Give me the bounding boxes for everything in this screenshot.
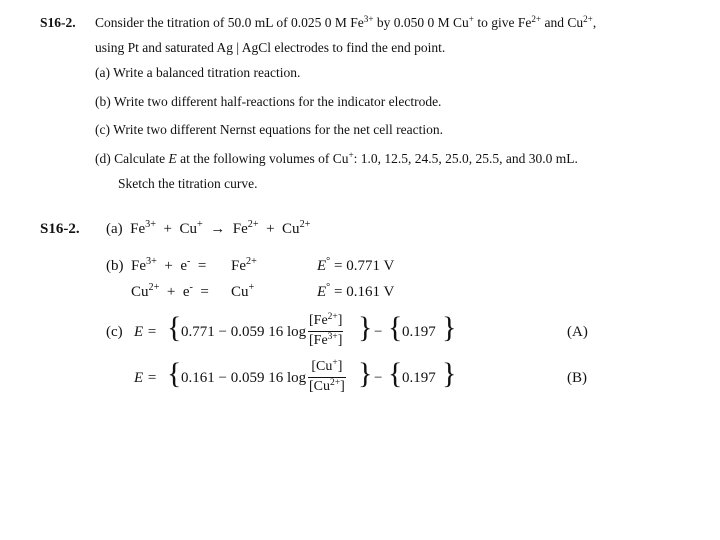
problem-text: : 1.0, 12.5, 24.5, 25.0, 25.5, and 30.0 mL. [353, 151, 578, 166]
variable-e: E [168, 151, 177, 166]
problem-line-2: using Pt and saturated Ag | AgCl electrodes to find the end point. [95, 40, 446, 55]
concentration-ratio-b [308, 358, 346, 397]
solution-part-b-label: (b) [106, 258, 124, 274]
species: Fe [231, 258, 246, 274]
concentration-ratio-a [308, 312, 343, 351]
plus-sign: + [266, 221, 275, 237]
superscript: 2+ [531, 13, 542, 24]
reaction-arrow: → [210, 221, 226, 237]
electron: e [182, 284, 190, 300]
plus-sign: + [164, 258, 173, 274]
superscript: ° [326, 256, 331, 268]
species: Cu [179, 221, 197, 237]
minus-sign: − [374, 324, 383, 340]
species: [Fe [309, 333, 328, 348]
problem-text: to give Fe [473, 15, 532, 30]
problem-text: and Cu [541, 15, 584, 30]
nernst-lhs-a: E = [134, 324, 158, 340]
species: [Cu [311, 359, 333, 374]
equation-tag-a: (A) [567, 324, 588, 340]
nernst-lhs-b: E = [134, 370, 158, 386]
problem-part-d-line-2: Sketch the titration curve. [118, 176, 258, 191]
reference-potential-b: 0.197 [402, 370, 436, 386]
superscript: 2+ [299, 219, 311, 231]
open-brace: { [388, 357, 403, 390]
potential-value: = 0.161 V [334, 284, 395, 300]
problem-text: at the following volumes of Cu [176, 151, 349, 166]
problem-text: Consider the titration of 50.0 mL of 0.025 0 M Fe [95, 15, 364, 30]
species: Cu [131, 284, 149, 300]
species: Cu [231, 284, 249, 300]
superscript: 2+ [327, 311, 338, 322]
superscript: + [196, 219, 203, 231]
half-reaction-1-product [231, 258, 257, 275]
variable-e: E [317, 284, 327, 300]
superscript: + [248, 282, 255, 294]
ratio-denominator [308, 332, 343, 351]
solution-part-a [106, 221, 310, 238]
species: Fe [130, 221, 146, 237]
problem-number: S16-2. [40, 15, 76, 30]
problem-part-b: (b) Write two different half-reactions for the indicator electrode. [95, 94, 442, 109]
ratio-numerator [308, 312, 343, 332]
minus-sign: − [374, 370, 383, 386]
bracket: ] [337, 359, 343, 374]
superscript: + [468, 13, 474, 24]
species: Fe [232, 221, 248, 237]
superscript: 3+ [145, 219, 156, 231]
plus-sign: + [166, 284, 176, 300]
close-brace: } [442, 357, 457, 390]
superscript: + [332, 357, 338, 368]
part-label: (a) [106, 221, 123, 237]
problem-line-1 [95, 15, 596, 31]
species: Fe [131, 258, 146, 274]
superscript: 3+ [363, 13, 374, 24]
bracket: ] [337, 333, 343, 348]
superscript: - [186, 256, 191, 268]
species: [Fe [309, 313, 328, 328]
half-reaction-2-product [231, 284, 254, 301]
half-reaction-2 [131, 284, 209, 301]
solution-number: S16-2. [40, 221, 80, 237]
superscript: 2+ [148, 282, 160, 294]
species: [Cu [309, 379, 330, 394]
problem-text: by 0.050 0 M Cu [373, 15, 469, 30]
superscript: + [348, 149, 354, 160]
electron: e [180, 258, 187, 274]
ratio-denominator [308, 378, 346, 397]
potential-value: = 0.771 V [334, 258, 395, 274]
problem-text: (d) Calculate [95, 151, 169, 166]
problem-part-d [95, 151, 578, 167]
close-brace: } [358, 311, 373, 344]
nernst-term-b: 0.161 − 0.059 16 log [181, 370, 307, 386]
problem-part-c: (c) Write two different Nernst equations for the net cell reaction. [95, 122, 443, 137]
superscript: 3+ [327, 331, 338, 342]
open-brace: { [167, 357, 182, 390]
standard-potential-2 [317, 284, 394, 301]
superscript: 3+ [146, 256, 157, 268]
half-reaction-1 [131, 258, 206, 275]
superscript: - [189, 282, 193, 294]
ratio-numerator [308, 358, 346, 378]
open-brace: { [167, 311, 182, 344]
bracket: ] [340, 379, 345, 394]
bracket: ] [337, 313, 343, 328]
superscript: ° [326, 282, 331, 294]
variable-e: E [317, 258, 327, 274]
plus-sign: + [163, 221, 172, 237]
species: Cu [282, 221, 300, 237]
open-brace: { [388, 311, 403, 344]
superscript: 2+ [330, 377, 341, 388]
close-brace: } [358, 357, 373, 390]
superscript: 2+ [246, 256, 257, 268]
problem-part-a: (a) Write a balanced titration reaction. [95, 65, 301, 80]
close-brace: } [442, 311, 457, 344]
superscript: 2+ [583, 13, 593, 24]
standard-potential-1 [317, 258, 394, 275]
reference-potential-a: 0.197 [402, 324, 436, 340]
problem-text: , [592, 15, 597, 30]
solution-part-c-label: (c) [106, 324, 123, 340]
nernst-term-a: 0.771 − 0.059 16 log [181, 324, 307, 340]
equation-tag-b: (B) [567, 370, 587, 386]
equals-sign: = [197, 258, 207, 274]
superscript: 2+ [247, 219, 259, 231]
equals-sign: = [200, 284, 209, 300]
